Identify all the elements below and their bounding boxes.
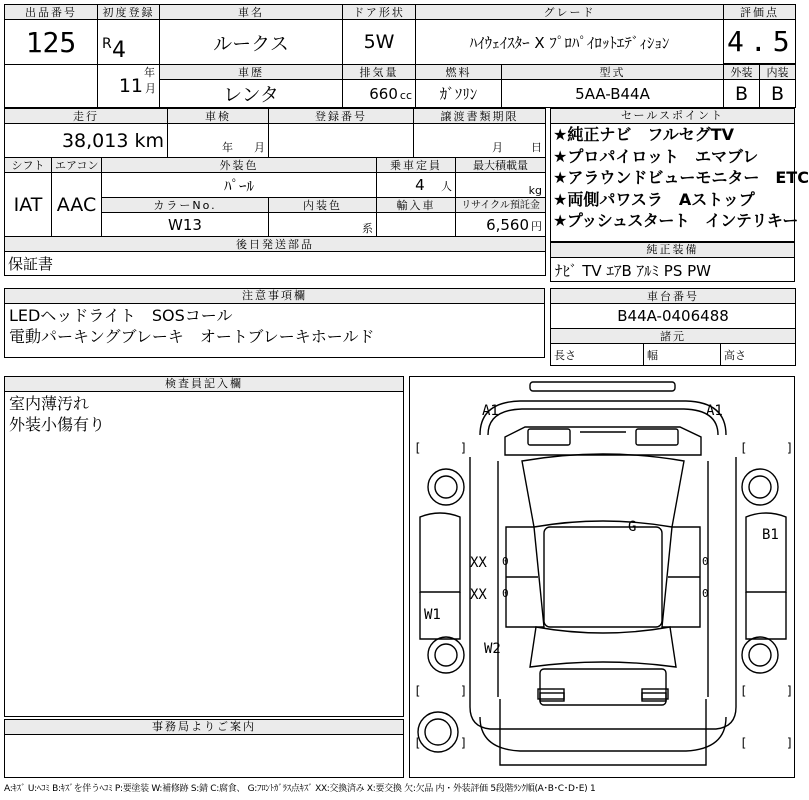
int-color-unit: 系 bbox=[362, 222, 373, 235]
bracket-mark: ] bbox=[786, 736, 794, 750]
roof-strip-top bbox=[530, 382, 675, 391]
reg-month: 11 bbox=[118, 75, 143, 97]
zero-mark: 0 bbox=[502, 555, 509, 568]
bracket-mark: [ bbox=[414, 736, 422, 750]
roof bbox=[544, 527, 662, 627]
damage-mark: A1 bbox=[706, 403, 723, 419]
mileage-unit: km bbox=[134, 129, 164, 152]
inspection-label: 車検 bbox=[168, 109, 269, 124]
import-value bbox=[377, 213, 456, 237]
office-box bbox=[4, 719, 404, 778]
sales-point-item: ★アラウンドビューモニター ETC bbox=[553, 168, 809, 187]
car-diagram bbox=[410, 377, 796, 779]
era: R bbox=[102, 36, 112, 52]
wheel-front-right bbox=[742, 469, 778, 505]
inspector-line: 室内薄汚れ bbox=[9, 394, 90, 413]
notes-label: 注意事項欄 bbox=[5, 289, 544, 304]
later-parts: 保証書 bbox=[5, 252, 546, 276]
sales-point-item: ★プロパイロット エマブレ bbox=[553, 146, 759, 166]
zero-mark: 0 bbox=[502, 587, 509, 600]
sales-points-box bbox=[550, 108, 809, 242]
mileage: 38,013 bbox=[61, 129, 129, 152]
right-front-door bbox=[746, 513, 786, 592]
exterior-grade: B bbox=[724, 80, 760, 108]
exterior-label: 外装 bbox=[724, 65, 760, 80]
reg-no-label: 登録番号 bbox=[269, 109, 414, 124]
note-line: LEDヘッドライト SOSコール bbox=[9, 306, 233, 325]
wheel-rear-left bbox=[428, 637, 464, 673]
bracket-mark: [ bbox=[414, 684, 422, 698]
bracket-mark: ] bbox=[460, 684, 468, 698]
displacement-cell bbox=[343, 80, 416, 108]
bracket-mark: [ bbox=[740, 736, 748, 750]
displacement-unit: cc bbox=[399, 88, 412, 102]
header-table bbox=[4, 4, 796, 108]
front-bumper bbox=[480, 401, 726, 435]
int-color-cell bbox=[269, 213, 377, 237]
details-table bbox=[4, 108, 546, 276]
shift: IAT bbox=[5, 173, 52, 237]
office-label: 事務局よりご案内 bbox=[5, 720, 403, 735]
length-label: 長さ bbox=[551, 344, 644, 366]
door-label: ドア形状 bbox=[343, 5, 416, 20]
rear-window bbox=[530, 627, 676, 667]
chassis-number: B44A-0406488 bbox=[551, 304, 796, 329]
insp-year-unit: 年 bbox=[222, 141, 234, 154]
damage-mark: XX bbox=[470, 587, 487, 603]
dims-label: 諸元 bbox=[551, 329, 796, 344]
reg-no-value bbox=[269, 124, 414, 158]
capacity: 4 bbox=[415, 176, 425, 194]
rear-bumper bbox=[480, 717, 726, 751]
chassis-label: 車台番号 bbox=[551, 289, 796, 304]
sales-point-item: ★プッシュスタート インテリキー bbox=[553, 211, 798, 230]
tail-lamp-right bbox=[642, 693, 666, 701]
model: 5AA-B44A bbox=[502, 80, 724, 108]
capacity-cell bbox=[377, 173, 456, 198]
recycle-cell bbox=[456, 213, 546, 237]
int-color-label: 内装色 bbox=[269, 198, 377, 213]
bracket-mark: [ bbox=[740, 684, 748, 698]
lot-number: 125 bbox=[5, 20, 98, 65]
inspector-box bbox=[4, 376, 404, 717]
recycle: 6,560 bbox=[486, 215, 530, 234]
chassis-table bbox=[550, 288, 796, 366]
ac-label: エアコン bbox=[52, 158, 102, 173]
lot-blank bbox=[5, 65, 98, 108]
height-label: 高さ bbox=[721, 344, 796, 366]
car-diagram-box bbox=[409, 376, 795, 778]
damage-mark: G bbox=[628, 519, 637, 535]
wheel-rear-right bbox=[742, 637, 778, 673]
damage-mark: A1 bbox=[482, 403, 499, 419]
fuel: ｶﾞｿﾘﾝ bbox=[416, 80, 502, 108]
bracket-mark: ] bbox=[786, 441, 794, 455]
inspection-cell bbox=[168, 124, 269, 158]
notes-box bbox=[4, 288, 545, 358]
history: レンタ bbox=[160, 80, 343, 108]
later-parts-label: 後日発送部品 bbox=[5, 237, 546, 252]
color-no: W13 bbox=[102, 213, 269, 237]
inspector-label: 検査員記入欄 bbox=[5, 377, 403, 392]
lot-no-label: 出品番号 bbox=[5, 5, 98, 20]
transfer-month-unit: 月 bbox=[492, 141, 504, 154]
sales-point-item: ★純正ナビ フルセグTV bbox=[553, 125, 735, 144]
capacity-unit: 人 bbox=[441, 180, 453, 193]
fuel-label: 燃料 bbox=[416, 65, 502, 80]
note-line: 電動パーキングブレーキ オートブレーキホールド bbox=[9, 327, 375, 346]
bracket-mark: ] bbox=[786, 684, 794, 698]
equipment-box bbox=[550, 242, 795, 282]
ext-color: ﾊﾟｰﾙ bbox=[102, 173, 377, 198]
left-front-door bbox=[420, 513, 460, 592]
door-type: 5W bbox=[343, 20, 416, 65]
car-name: ルークス bbox=[160, 20, 343, 65]
wheel-front-left bbox=[428, 469, 464, 505]
grade: ﾊｲｳｪｲｽﾀｰ X ﾌﾟﾛﾊﾟｲﾛｯﾄｴﾃﾞｨｼｮﾝ bbox=[416, 20, 724, 65]
bracket-mark: [ bbox=[740, 441, 748, 455]
right-rear-door bbox=[746, 592, 786, 639]
recycle-label: リサイクル預託金 bbox=[456, 198, 546, 213]
windshield bbox=[522, 454, 684, 527]
year-unit: 年 bbox=[144, 66, 155, 79]
interior-grade: B bbox=[760, 80, 796, 108]
score: 4.5 bbox=[724, 20, 796, 64]
load-unit: kg bbox=[528, 184, 543, 197]
sales-points-label: セールスポイント bbox=[551, 109, 794, 124]
damage-mark: B1 bbox=[762, 527, 779, 543]
bracket-mark: ] bbox=[460, 441, 468, 455]
load-cell bbox=[456, 173, 546, 198]
bracket-mark: ] bbox=[460, 736, 468, 750]
history-label: 車歴 bbox=[160, 65, 343, 80]
zero-mark: 0 bbox=[702, 555, 709, 568]
body-outline bbox=[470, 457, 736, 729]
equipment-label: 純正装備 bbox=[551, 243, 794, 258]
first-reg-label: 初度登録 bbox=[98, 5, 160, 20]
headlight-left bbox=[528, 429, 570, 445]
inspector-line: 外装小傷有り bbox=[9, 415, 106, 434]
tail-lamp-left bbox=[540, 693, 564, 701]
ac: AAC bbox=[52, 173, 102, 237]
damage-mark: W2 bbox=[484, 641, 501, 657]
zero-mark: 0 bbox=[702, 587, 709, 600]
car-name-label: 車名 bbox=[160, 5, 343, 20]
transfer-label: 譲渡書類期限 bbox=[414, 109, 546, 124]
sales-point-item: ★両側パワスラ Aストップ bbox=[553, 189, 755, 209]
month-unit: 月 bbox=[145, 82, 156, 95]
headlight-right bbox=[636, 429, 678, 445]
capacity-label: 乗車定員 bbox=[377, 158, 456, 173]
bracket-mark: [ bbox=[414, 441, 422, 455]
interior-label: 内装 bbox=[760, 65, 796, 80]
score-label: 評価点 bbox=[724, 5, 796, 20]
color-no-label: カラーNo. bbox=[102, 198, 269, 213]
insp-month-unit: 月 bbox=[254, 141, 265, 154]
displacement: 660 bbox=[369, 84, 398, 103]
width-label: 幅 bbox=[644, 344, 721, 366]
transfer-day-unit: 日 bbox=[531, 141, 543, 154]
legend-footer: A:ｷｽﾞ U:ﾍｺﾐ B:ｷｽﾞを伴うﾍｺﾐ P:要塗装 W:補修跡 S:錆 C:腐食、 G:ﾌﾛﾝﾄｶﾞﾗｽ点ｷｽﾞ XX:交換済み X:要交換 欠:欠品 内・外装評価 5段階ﾗﾝｸ順(A･B･C･D･E) 1 bbox=[4, 784, 596, 794]
first-reg-cell bbox=[98, 20, 160, 79]
model-label: 型式 bbox=[502, 65, 724, 80]
ext-color-label: 外装色 bbox=[102, 158, 377, 173]
damage-mark: W1 bbox=[424, 607, 441, 623]
hood bbox=[505, 427, 701, 455]
shift-label: シフト bbox=[5, 158, 52, 173]
mileage-label: 走行 bbox=[5, 109, 168, 124]
grade-label: グレード bbox=[416, 5, 724, 20]
import-label: 輸入車 bbox=[377, 198, 456, 213]
spare-tire bbox=[418, 712, 458, 752]
load-label: 最大積載量 bbox=[456, 158, 546, 173]
equipment: ﾅﾋﾞ TV ｴｱB ｱﾙﾐ PS PW bbox=[555, 262, 711, 280]
mileage-cell bbox=[5, 124, 168, 158]
displacement-label: 排気量 bbox=[343, 65, 416, 80]
reg-year: 4 bbox=[112, 38, 126, 63]
recycle-unit: 円 bbox=[531, 219, 543, 233]
damage-mark: XX bbox=[470, 555, 487, 571]
transfer-cell bbox=[414, 124, 546, 158]
